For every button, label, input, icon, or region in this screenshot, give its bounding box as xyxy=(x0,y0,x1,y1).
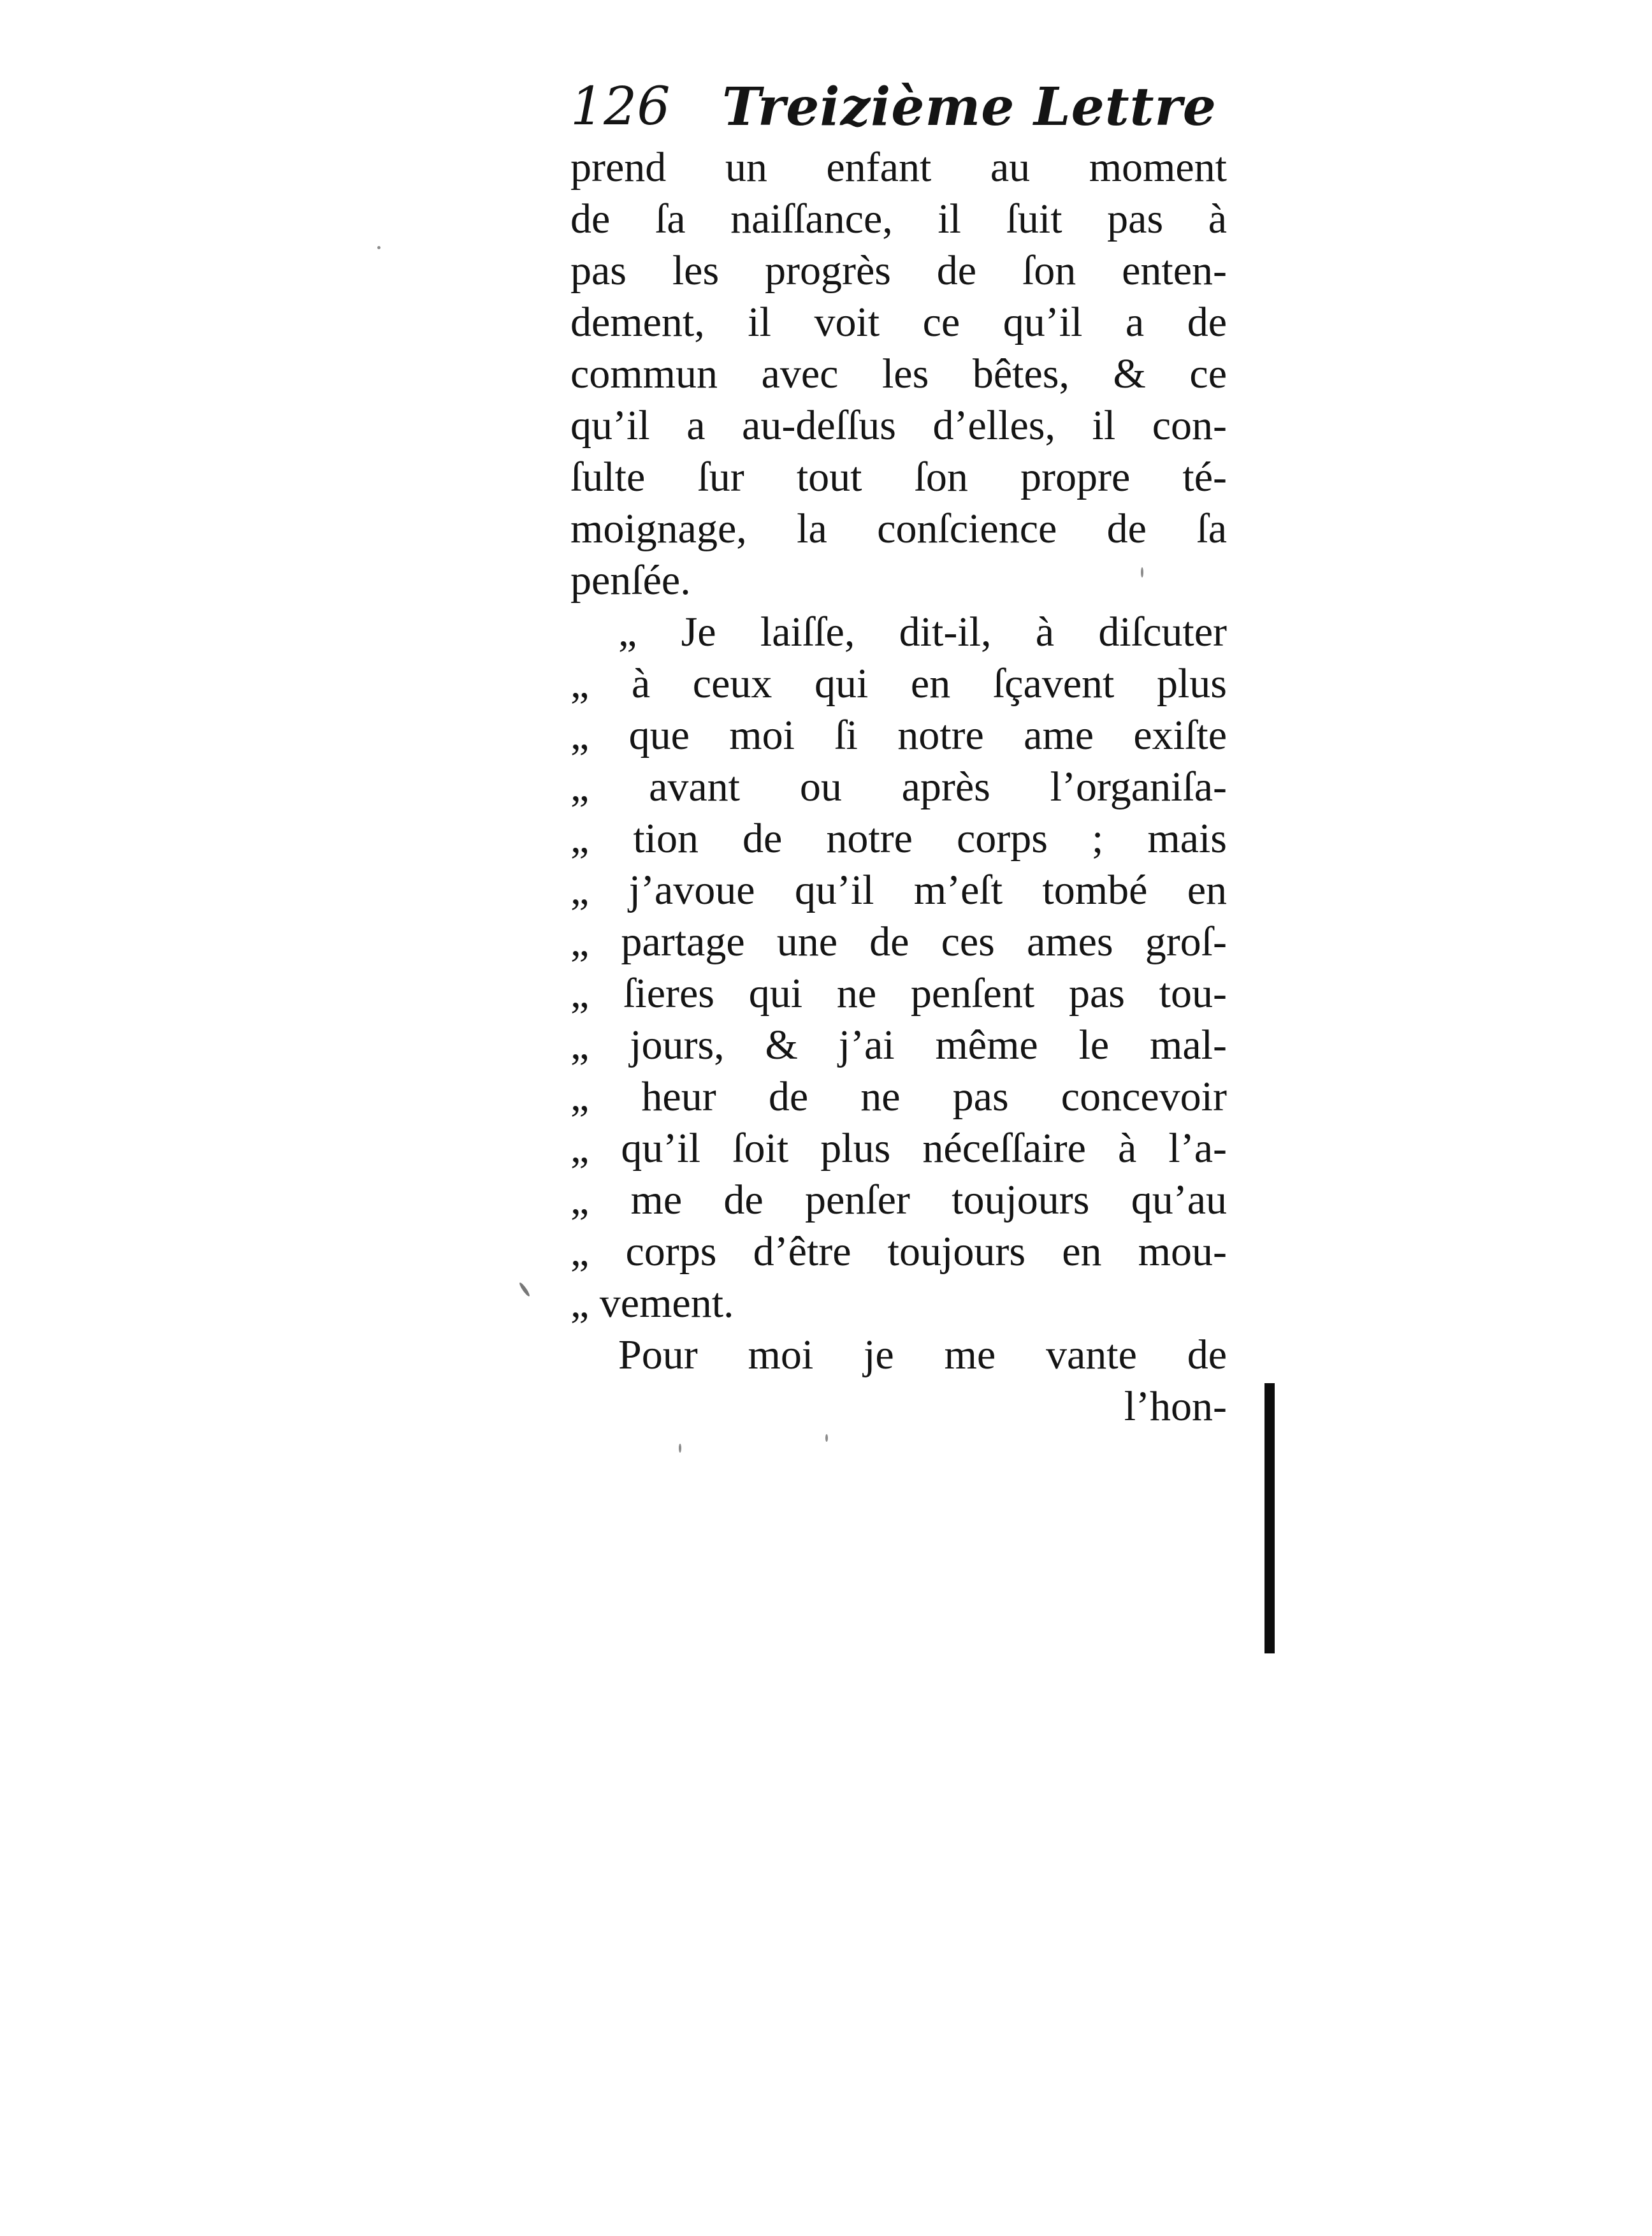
running-title: Treizième Lettre xyxy=(722,76,1217,138)
quote-line: „ partage une de ces ames groſ- xyxy=(570,918,1227,965)
quote-line: „ j’avoue qu’il m’eſt tombé en xyxy=(570,867,1227,913)
quote-line: „ avant ou après l’organiſa- xyxy=(570,764,1227,810)
catchword: l’hon- xyxy=(1124,1383,1227,1430)
quote-line: „ tion de notre corps ; mais xyxy=(570,815,1227,862)
quote-line: „ me de penſer toujours qu’au xyxy=(570,1177,1227,1223)
text-line: moignage, la conſcience de ſa xyxy=(570,505,1227,552)
text-line: ſulte ſur tout ſon propre té- xyxy=(570,454,1227,500)
paper-mark xyxy=(518,1282,531,1298)
quote-line: „ corps d’être toujours en mou- xyxy=(570,1228,1227,1275)
text-line: de ſa naiſſance, il ſuit pas à xyxy=(570,196,1227,242)
text-line: Pour moi je me vante de xyxy=(618,1332,1227,1378)
quote-line: „ heur de ne pas concevoir xyxy=(570,1073,1227,1120)
text-line: dement, il voit ce qu’il a de xyxy=(570,299,1227,345)
quote-line: „ vement. xyxy=(570,1280,734,1326)
text-line: pas les progrès de ſon enten- xyxy=(570,247,1227,294)
quote-line: „ ſieres qui ne penſent pas tou- xyxy=(570,970,1227,1017)
paper-speck xyxy=(1141,567,1143,577)
quote-line: „ que moi ſi notre ame exiſte xyxy=(570,712,1227,759)
page-header xyxy=(570,69,1227,145)
paper-speck xyxy=(825,1434,828,1442)
text-line: qu’il a au-deſſus d’elles, il con- xyxy=(570,402,1227,449)
paper-speck xyxy=(377,246,380,249)
text-line: penſée. xyxy=(570,557,691,604)
page-number: 126 xyxy=(570,76,670,137)
body-text xyxy=(570,142,1227,1432)
text-line: prend un enfant au moment xyxy=(570,144,1227,191)
quote-line: „ Je laiſſe, dit-il, à diſcuter xyxy=(618,609,1227,655)
page-edge-shadow xyxy=(1264,1383,1275,1653)
quote-line: „ à ceux qui en ſçavent plus xyxy=(570,660,1227,707)
paper-speck xyxy=(679,1444,681,1453)
quote-line: „ qu’il ſoit plus néceſſaire à l’a- xyxy=(570,1125,1227,1172)
text-line: commun avec les bêtes, & ce xyxy=(570,351,1227,397)
quote-line: „ jours, & j’ai même le mal- xyxy=(570,1022,1227,1068)
